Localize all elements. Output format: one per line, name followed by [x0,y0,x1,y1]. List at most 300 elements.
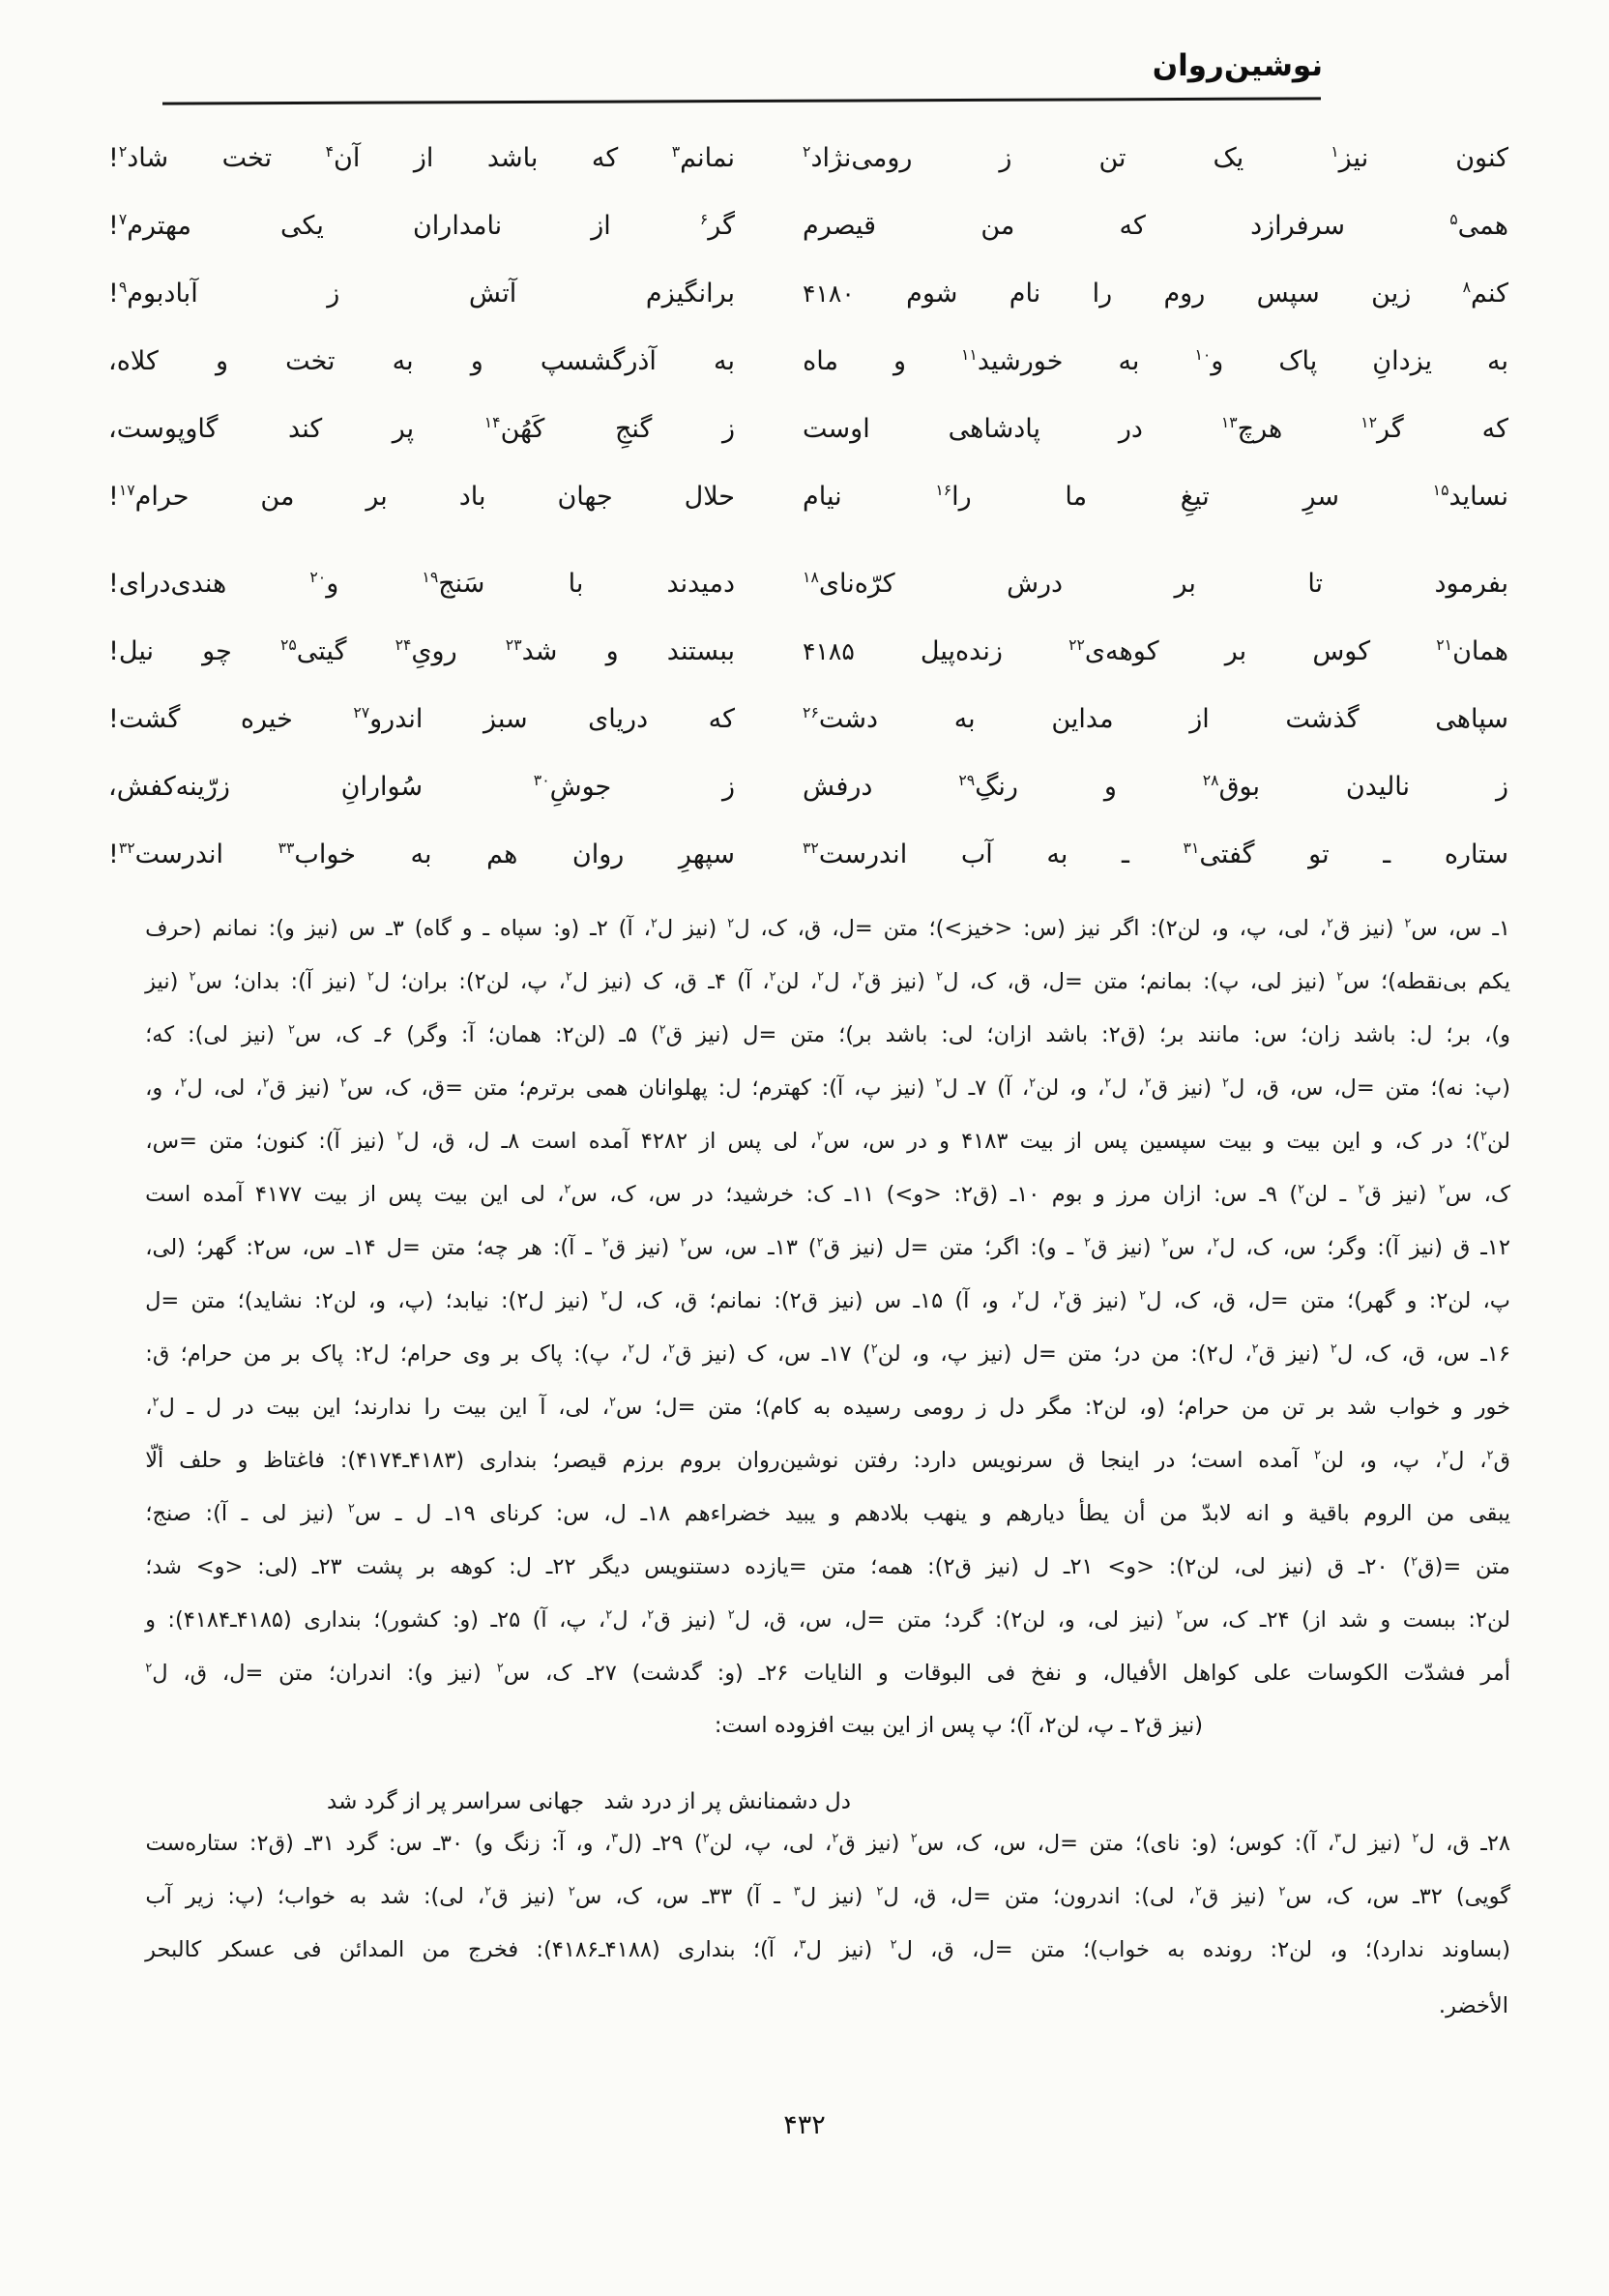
word: (نیز [1286,1340,1320,1367]
word: سپاهی [1435,703,1508,734]
word: همی$^۵$ [1449,209,1508,241]
hemistich-right [803,636,1508,666]
word: و [605,635,619,666]
word: <و> [1107,1553,1155,1579]
word: (پ: [227,1883,264,1909]
apparatus-line [145,1433,1510,1487]
word: شد [1347,1394,1377,1420]
word: و [1406,1287,1418,1313]
word: لن$^۲$، [762,968,800,994]
word: به [714,345,735,376]
word: مگر [1037,1394,1073,1420]
word: پاک [530,1340,563,1367]
word: (نیز [1409,1234,1444,1260]
word: سرِ [1302,481,1339,512]
word: ل$^۲$ [145,1660,168,1686]
word: بروم [679,1447,722,1473]
word: همان؛ [487,1021,542,1047]
word: آ)؛ [752,1936,775,1962]
word: ل$^۲$، [643,915,674,941]
word: ق$^۲$ [1083,1234,1108,1260]
word: و): [1030,1234,1057,1260]
word: لی، [213,1074,246,1101]
word: س$^۲$ [347,1500,382,1526]
word: وگر) [406,1021,449,1047]
word: ق [1452,1234,1471,1260]
word: رونده [1202,1936,1253,1962]
word: من [422,1936,451,1962]
word: ل$^۲$ [1412,1830,1435,1856]
word: ق، [1446,1830,1470,1856]
word: ـ [1339,1181,1347,1207]
word: بنداری [479,1447,538,1473]
word: این [480,1181,509,1207]
word: ۱۶ـ [1480,1340,1510,1367]
word: ق$^۲$، [1479,1447,1510,1473]
word: (پ، [397,1287,434,1313]
word: من [243,1340,272,1367]
word: ندارند؛ [353,1394,412,1420]
word: =ل [743,1021,777,1047]
word: رسیده [842,1394,901,1420]
word: =(ق$^۲$) [1402,1553,1462,1579]
word: ۱۲ـ [1480,1234,1510,1260]
word: دل [999,1394,1025,1420]
page-number: ۴۳۲ [783,2110,826,2140]
word: متن [278,1660,314,1686]
word: =ل، [972,1936,1013,1962]
word: باشد [486,142,539,173]
word: نشاید)؛ [237,1287,303,1313]
word: آن$^۴$ [325,141,361,173]
word: ل$^۲$ [876,1883,899,1909]
word: و، [1211,915,1229,941]
word: <خیز>)؛ [928,915,1013,941]
word: (نیز [839,1936,873,1962]
word: شد$^{۲۳}$ [505,634,558,666]
word: (نیز [696,1021,730,1047]
word: هر [518,1234,542,1260]
word: کنم$^۸$ [1462,277,1508,309]
word: دمیدند [666,568,735,599]
hemistich-right [803,143,1508,173]
word: و)، [1484,1021,1510,1047]
word: ک، [760,915,787,941]
apparatus-inserted-line: (نیز ق۲ ـ پ، لن۲، آ)؛ پ پس از این بیت افزوده است: [714,1713,1203,1738]
word: زیر [185,1883,215,1909]
word: ۵ـ [619,1021,637,1047]
word: پاک [311,1340,344,1367]
word: ز [999,142,1012,173]
hemistich-left [108,636,735,666]
word: ۲۰ـ [1358,1553,1389,1579]
apparatus-line [145,1114,1510,1167]
word: ل$^۳$ [793,1883,817,1909]
word: پ، [519,968,548,994]
word: زرّینه‌کفش، [108,771,230,802]
hemistich-left [108,839,735,869]
word: و، [1057,1606,1075,1633]
word: س$^۲$، [601,1394,643,1420]
word: متن [708,1394,744,1420]
word: (نیز [305,915,338,941]
word: (نیز [684,915,717,941]
word: ک، [634,1287,662,1313]
hemistich-right [803,279,1508,309]
word: و [237,1447,249,1473]
word: متن [473,1074,509,1101]
word: س: [388,1830,423,1856]
word: را [424,1394,441,1420]
word: گویی) [1455,1883,1510,1909]
word: و [1076,1660,1088,1686]
word: ۱۱ـ [844,1181,875,1207]
word: از [1189,703,1210,734]
word: اوست [803,413,870,444]
apparatus-line [145,955,1510,1008]
word: کلاه، [108,345,159,376]
word: لن$^۲$، [1021,1074,1060,1101]
word: به [1167,1936,1185,1962]
apparatus-line [145,1008,1510,1061]
word: ق$^۲$، [1051,1287,1083,1313]
word: و، [1330,1936,1348,1962]
word: به [410,839,432,869]
word: ک، [1363,1340,1390,1367]
word: من [1241,1394,1271,1420]
word: بر [417,1553,436,1579]
word: نیل! [108,635,154,666]
word: آ: [551,1830,565,1856]
word: متن [430,1234,466,1260]
word: ل [205,1394,222,1420]
word: لی [261,1500,287,1526]
word: گر$^۶$ [699,209,735,241]
word: آ) [997,1074,1012,1101]
word: کالبحر [145,1936,202,1962]
word: ۲۷ـ [587,1660,617,1686]
word: لن$^۲$) [1289,1181,1329,1207]
word: ک، [1245,1234,1273,1260]
word: ستاره‌ست [145,1830,239,1856]
word: ق، [183,1660,208,1686]
word: ق$^۲$، [1319,915,1351,941]
word: آب [145,1883,172,1909]
word: جوشِ$^{۳۰}$ [533,770,612,802]
word: (نیز [296,1074,331,1101]
word: س$^۲$ [496,1660,531,1686]
word: گشت! [108,703,181,734]
word: ک، [1221,1606,1248,1633]
hemistich-left [108,279,735,309]
word: هم [486,839,518,869]
apparatus-line [145,1923,1510,1976]
word: نیز$^۱$ [1331,141,1369,173]
word: قیصرم [803,210,877,241]
word: را [1092,278,1113,309]
word: ل$^۲$ [600,1287,624,1313]
word: و [830,1500,840,1526]
word: ق [1327,1553,1345,1579]
poem-row [108,549,1508,617]
stanza [108,549,1508,888]
word: لی): [1133,1883,1175,1909]
word: لی، [1249,968,1282,994]
word: (نیز [985,1553,1019,1579]
word: ۲۲ـ [545,1553,576,1579]
word: ز [721,771,735,802]
word: أن [1123,1500,1146,1526]
word: متن [1030,1936,1066,1962]
word: ۱۷ـ [821,1340,852,1367]
word: و، [575,1830,594,1856]
hemistich-right [803,839,1508,869]
word: ق$^۲$، [850,968,882,994]
word: آمده [588,1128,629,1154]
word: ـ [1383,839,1391,869]
word: تن [1281,1394,1305,1420]
word: آ [540,1394,546,1420]
word: (نیز [830,1287,863,1313]
word: ل$^۲$، [809,968,840,994]
word: سپاه [499,915,543,941]
word: س، [723,1234,758,1260]
word: س، [1448,915,1482,941]
word: ۱۵ـ [913,1287,944,1313]
word: ۴۱۷۷ [254,1181,303,1207]
word: ـ [1122,839,1129,869]
word: أمر [1480,1660,1510,1686]
word: (۴۱۸۸ـ۴۱۸۶): [536,1936,660,1962]
word: =ل، [1037,1830,1079,1856]
word: اندرون؛ [1052,1883,1121,1909]
word: ازان؛ [986,1021,1033,1047]
word: به [348,1883,367,1909]
word: ۲۶ـ [758,1660,789,1686]
word: (حرف [145,915,202,941]
word: متن [790,1021,826,1047]
hemistich-left [108,414,735,444]
word: لی، [1276,915,1309,941]
word: ل$^۲$، [1009,1287,1040,1313]
word: س$^۲$ [189,968,223,994]
word: ل$^۲$ [1330,1340,1354,1367]
word: (نیز [351,1128,386,1154]
word: همان$^{۲۱}$ [1436,634,1508,666]
word: حلال [684,481,735,512]
word: بر [501,1340,520,1367]
word: ل: [717,1074,742,1101]
word: (نیز [301,1500,335,1526]
word: ق$^۲$، [255,1074,286,1101]
apparatus-line [145,1540,1510,1593]
word: ل$^۲$، [145,1394,175,1420]
word: و [1372,1128,1384,1154]
word: رومی [913,1394,965,1420]
word: س$^۲$ [680,1234,714,1260]
apparatus-last-word: الأخضر. [1438,1993,1508,2018]
word: من [980,210,1015,241]
word: ک، [544,1660,572,1686]
word: اگر [1111,915,1140,941]
word: نمانم [212,915,258,941]
word: ل$^۲$ [935,1074,958,1101]
word: و [145,1606,156,1633]
word: پ): [573,1340,610,1367]
word: ل$^۳$، [1327,1830,1358,1856]
word: فی [986,1660,1016,1686]
hemistich-right [803,414,1508,444]
word: تخت [221,142,273,173]
word: خیره [240,703,293,734]
apparatus-line [145,1487,1510,1540]
word: به [953,703,976,734]
word: لی [520,1181,545,1207]
word: <و> [195,1553,244,1579]
word: (نیز [850,1234,885,1260]
apparatus-line [145,1380,1510,1433]
word: نام [1009,278,1041,309]
word: خواب)؛ [1083,1936,1150,1962]
word: ز [976,1394,987,1420]
word: ق$^۲$، [1137,1074,1169,1101]
word: (نیز [1393,1181,1427,1207]
word: الروم [1363,1500,1413,1526]
word: ماه [803,345,838,376]
word: =ل، [1041,968,1083,994]
word: (نیز [323,968,357,994]
word: اگر؛ [984,1234,1020,1260]
word: باد [458,481,486,512]
word: و [1283,1500,1295,1526]
word: متن [1089,1830,1125,1856]
word: ۲۱ـ [1063,1553,1094,1579]
word: برزم [622,1447,665,1473]
word: س$^۲$ [910,1830,945,1856]
word: س، [302,1234,336,1260]
word: ل$^۲$، [1205,1234,1236,1260]
word: ل$^۲$ [1139,1287,1162,1313]
word: ۳۳ـ [702,1883,733,1909]
word: (۴۱۸۵ـ۴۱۸۴): [167,1606,292,1633]
word: (و: [452,1606,480,1633]
word: ۲۵ـ [490,1606,521,1633]
word: ـ [483,915,490,941]
word: کواهل [1183,1660,1239,1686]
word: ندارد)؛ [1364,1936,1424,1962]
word: (و: [553,915,580,941]
word: آ): [1377,1234,1399,1260]
word: س، [647,1181,682,1207]
word: بر [1224,635,1247,666]
word: گاوپوست، [108,413,219,444]
poem-row [108,752,1508,820]
word: حلف [179,1447,222,1473]
word: خضراءهم [684,1500,772,1526]
word: این [1331,1128,1361,1154]
word: ق، [1212,1287,1236,1313]
word: =ل، [1247,1287,1289,1313]
word: الأفیال، [1102,1660,1168,1686]
word: ل$^۲$ [727,1606,751,1633]
word: =ل [145,1287,180,1313]
word: ک، [1394,1128,1421,1154]
word: در [907,1128,927,1154]
word: و [980,1500,992,1526]
word: و$^{۲۰}$ [309,567,339,599]
word: دستنویس [644,1553,731,1579]
word: ق: [145,1340,170,1367]
word: ک، [615,1883,642,1909]
word: و [939,1128,950,1154]
word: ل۲): [500,1287,544,1313]
word: ک، [1173,1287,1201,1313]
word: پ): [1202,968,1240,994]
word: (نیز [599,968,632,994]
word: =ل [1022,1340,1057,1367]
word: س$^۲$ [1176,1606,1210,1633]
word: و [877,1660,889,1686]
word: انه [1245,1500,1270,1526]
word: فی [293,1936,322,1962]
word: ل$^۲$ [1222,1074,1245,1101]
word: لن۲): [1168,1553,1220,1579]
word: (و، [1139,1394,1166,1420]
word: ۳۰ـ [433,1830,464,1856]
word: جهان [557,481,613,512]
word: س$^۲$ [339,1074,374,1101]
apparatus-line [145,1816,1510,1869]
word: و [1264,1128,1275,1154]
apparatus-section-bottom [145,1816,1510,1976]
word: س: [1253,1021,1288,1047]
word: =ل؛ [655,1394,696,1420]
word: هندی‌درای! [108,568,227,599]
word: لن۲: [1428,1287,1472,1313]
word: خور [1475,1394,1510,1420]
word: (و: [717,1660,744,1686]
word: من [1426,1500,1455,1526]
word: ک، [969,968,997,994]
word: تا [1307,568,1324,599]
word: ل$^۲$ [396,1128,420,1154]
word: ق۲): [927,1553,972,1579]
hemistich-right [803,346,1508,376]
apparatus-line [145,1869,1510,1923]
word: لی، [558,1394,591,1420]
word: رومی‌نژاد$^۲$ [803,141,913,173]
word: (و: [1190,1830,1218,1856]
word: آ) [618,915,633,941]
word: ـ [1067,1234,1074,1260]
word: گذشت [1285,703,1360,734]
word: ۴ـ [708,968,726,994]
word: بنداری [678,1936,736,1962]
word: وگر؛ [1327,1234,1367,1260]
word: (نیز [1094,1287,1127,1313]
word: نساید$^{۱۵}$ [1432,480,1508,512]
word: حرام؛ [1177,1394,1230,1420]
word: زنگ [504,1830,541,1856]
word: س، [1282,1234,1317,1260]
word: وی [462,1340,491,1367]
word: ز [721,413,735,444]
word: گر$^{۱۲}$ [1360,412,1404,444]
word: سپسین [1139,1128,1207,1154]
word: ق، [673,1287,698,1313]
word: هرچ$^{۱۳}$ [1220,412,1283,444]
word: اندرو$^{۲۷}$ [353,702,424,734]
